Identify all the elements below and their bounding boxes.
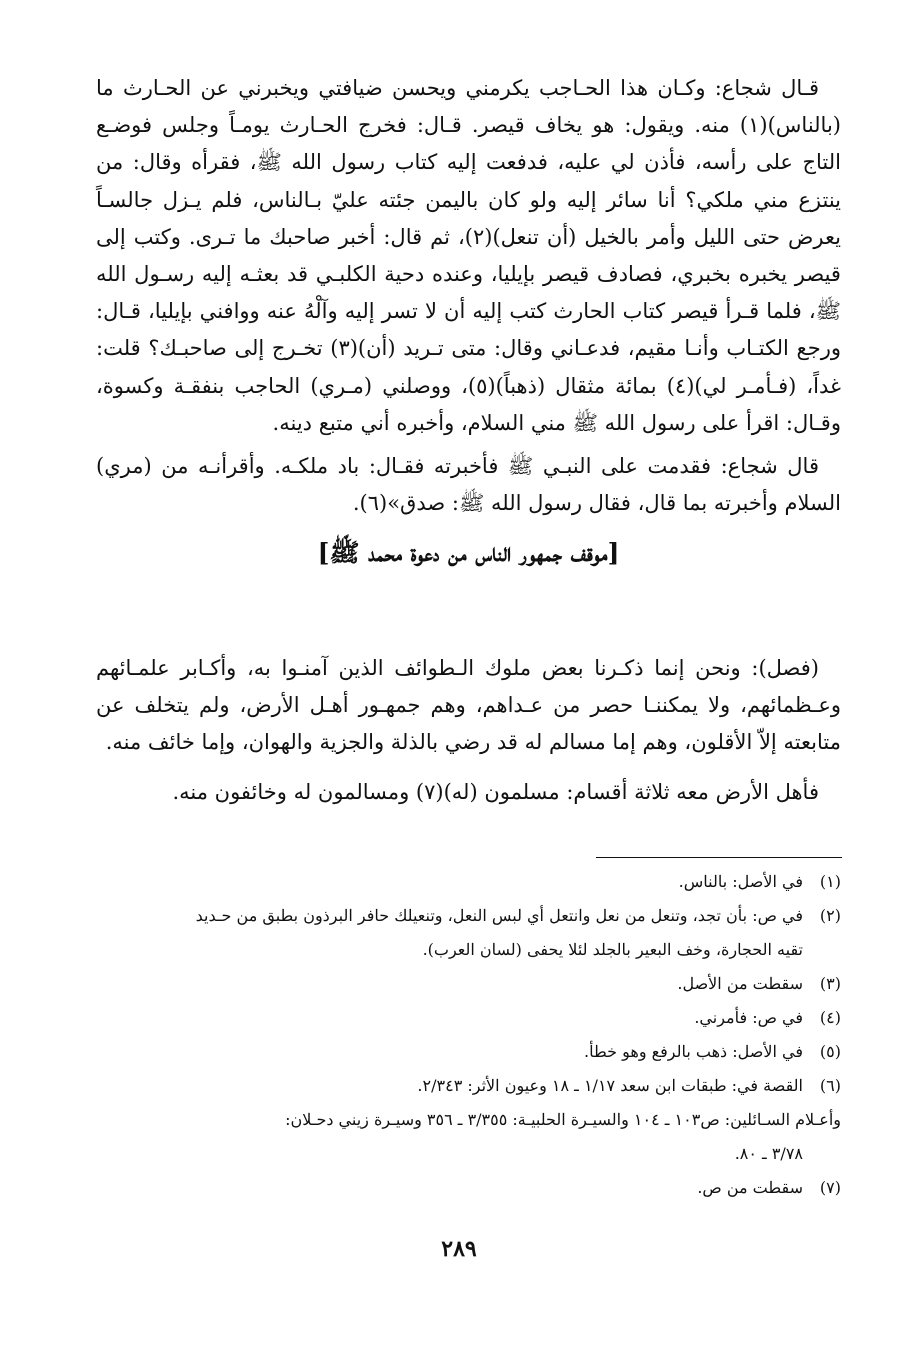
footnote-number: (٧) <box>819 1178 841 1197</box>
footnote-number: (٤) <box>819 1008 841 1027</box>
footnote-6 <box>96 1069 841 1103</box>
footnote-2 <box>96 899 841 967</box>
text-line: مني ملكي؟ أنا سائر إليه ولو كان باليمن جئته عليّ بـالناس، فلم يـزل جالسـاً يعرض حتى <box>96 187 841 249</box>
footnote-number: (٦) <box>819 1076 841 1095</box>
main-text <box>96 70 841 522</box>
section-heading: [موقف جمهور الناس من دعوة محمد ﷺ] <box>317 538 620 567</box>
text-line: فأهل الأرض معه ثلاثة أقسام: مسلمون (له)(٧) ومسالمون له وخائفون منه. <box>172 779 819 804</box>
footnote-1 <box>96 865 841 899</box>
text-line: السلام وأخبرته بما قال، فقال رسول الله ﷺ: صدق»(٦). <box>352 491 841 516</box>
footnote-number: (٢) <box>819 906 841 925</box>
footnote-number: (٥) <box>819 1042 841 1061</box>
footnote-7 <box>96 1171 841 1205</box>
footnote-6-continuation: وأعـلام السـائلين: ص١٠٣ ـ ١٠٤ والسيـرة الحلبيـة: ٣/٣٥٥ ـ ٣٥٦ وسيـرة زيني دحـلان: <box>285 1110 841 1129</box>
text-line: متابعته إلاّ الأقلون، وهم إما مسالم له قد رضي بالذلة والجزية والهوان، وإما خائف منه. <box>105 730 841 755</box>
footnote-5 <box>96 1035 841 1069</box>
footnote-text: سقطت من ص. <box>697 1178 803 1197</box>
footnote-text: القصة في: طبقات ابن سعد ١/١٧ ـ ١٨ وعيون الأثر: ٢/٣٤٣. <box>417 1076 803 1095</box>
footnote-6-continuation: ٣/٧٨ ـ ٨٠. <box>734 1144 803 1163</box>
paragraph-3 <box>96 650 841 762</box>
text-line: رسول الله ﷺ مني السلام، وأخبره أني متبع دينه. <box>272 410 696 435</box>
footnote-text: سقطت من الأصل. <box>677 974 803 993</box>
paragraph-1 <box>96 70 841 442</box>
footnotes <box>96 865 841 1205</box>
paragraph-4 <box>96 774 841 811</box>
page-number: ٢٨٩ <box>441 1236 477 1262</box>
footnote-text: في الأصل: ذهب بالرفع وهو خطأ. <box>584 1042 803 1061</box>
text-line: بخبري، فصادف قيصر بإيليا، وعنده دحية الكلبـي قد بعثـه إليه رسـول الله ﷺ، فلما قـرأ <box>96 262 841 324</box>
footnote-number: (١) <box>819 872 841 891</box>
text-line: ما (بالناس)(١) منه. ويقول: هو يخاف قيصر. قـال: فخرج الحـارث يومـاً وجلس فوضـع <box>96 76 841 138</box>
paragraph-2 <box>96 448 841 522</box>
text-line: التاج على رأسه، فأذن لي عليه، فدفعت إليه كتاب رسول الله ﷺ، فقرأه وقال: من ينتزع <box>96 150 841 212</box>
footnote-text: تقيه الحجارة، وخف البعير بالجلد لئلا يحفى (لسان العرب). <box>422 940 803 959</box>
section-text <box>96 650 841 811</box>
text-line: (فصل): ونحن إنما ذكـرنا بعض ملوك الـطوائف الذين آمنـوا به، وأكـابر علمـائهم <box>96 656 819 680</box>
text-line: وعـظمائهم، ولا يمكننـا حصر من عـداهم، وهم جمهـور أهـل الأرض، ولم يتخلف عن <box>96 693 841 718</box>
text-line: قـال شجاع: وكـان هذا الحـاجب يكرمني ويحسن ضيافتي ويخبرني عن الحـارث <box>122 76 819 100</box>
text-line: قال شجاع: فقدمت على النبـي ﷺ فأخبرته فقـال: باد ملكـه. وأقرأنـه من (مري) <box>96 454 819 479</box>
text-line: قيصر كتاب الحارث كتب إليه أن لا تسر إليه وآلْهُ عنه ووافني بإيليا، قـال: ورجع الكتـاب <box>96 299 841 361</box>
footnote-divider <box>596 857 842 858</box>
footnote-text: في ص: بأن تجد، وتنعل من نعل وانتعل أي لبس النعل، وتنعيلك حافر البرذون بطبق من حـديد <box>195 906 803 925</box>
footnote-text: في ص: فأمرني. <box>694 1008 803 1027</box>
text-line: لي)(٤) بمائة مثقال (ذهباً)(٥)، ووصلني (مـري) الحاجب بنفقـة وكسوة، وقـال: اقرأ على <box>96 373 841 435</box>
text-line: الليل وأمر بالخيل (أن تنعل)(٢)، ثم قال: أخبر صاحبك ما تـرى. وكتب إلى قيصر يخبره <box>96 224 841 287</box>
footnote-3 <box>96 967 841 1001</box>
text-line: وأنـا مقيم، فدعـاني وقال: متى تـريد (أن)(٣) تخـرج إلى صاحبـك؟ قلت: غداً، (فـأمـر <box>96 336 842 398</box>
footnote-4 <box>96 1001 841 1035</box>
footnote-number: (٣) <box>819 974 841 993</box>
footnote-text: في الأصل: بالناس. <box>678 872 803 891</box>
